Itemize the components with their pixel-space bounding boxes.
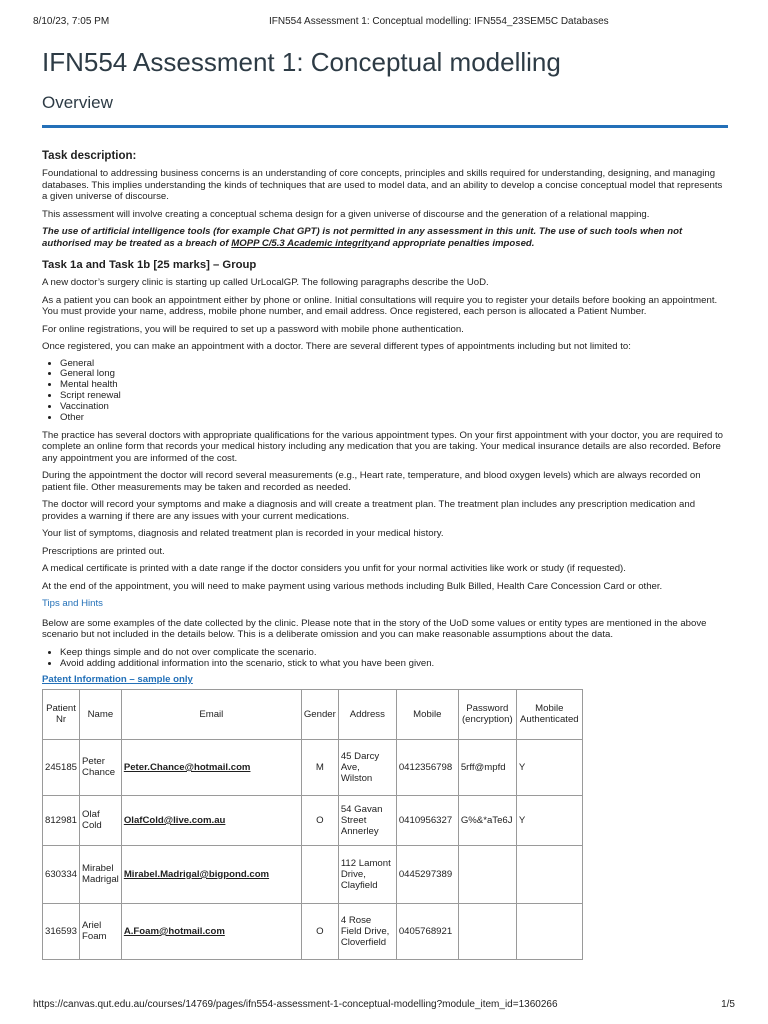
email-link[interactable]: Peter.Chance@hotmail.com (123, 761, 251, 773)
cell-patient-nr: 245185 (43, 739, 80, 795)
cell-name: Olaf Cold (80, 795, 122, 845)
email-link[interactable]: A.Foam@hotmail.com (123, 925, 225, 937)
print-datetime: 8/10/23, 7:05 PM (33, 16, 110, 27)
page-title: IFN554 Assessment 1: Conceptual modelling (42, 47, 561, 77)
uod-paragraph: The practice has several doctors with appropriate qualifications for the various appointment types. On your first appointment with your doctor, you are required to complete an online form that records your medical history including any medication that you are taking. Your medical insurance details are also recorded. Before any appointment you are informed of the cost. (42, 429, 723, 464)
list-item: • General long (60, 369, 728, 380)
page-content (42, 44, 728, 960)
column-header: Password (encryption) (458, 689, 516, 739)
cell-email (121, 903, 301, 959)
cell-gender: O (301, 795, 338, 845)
cell-patient-nr: 812981 (43, 795, 80, 845)
column-header: Mobile (396, 689, 458, 739)
uod-paragraph: The doctor will record your symptoms and make a diagnosis and will create a treatment plan. The treatment plan includes any prescription medication and provides a warning if there are any issues with your current medications. (42, 499, 696, 522)
appointment-types-list (42, 359, 728, 424)
table-row (43, 795, 583, 845)
uod-paragraph: As a patient you can book an appointment either by phone or online. Initial consultations will require you to register your details before booking an appointment. You must provide your name, address, mobile phone number, and email address. Once registered, each person is allocated a Patient Number. (42, 294, 718, 317)
hints-list (42, 647, 728, 669)
table-header-row (43, 689, 583, 739)
list-item: • General (60, 359, 728, 370)
email-link[interactable]: Mirabel.Madrigal@bigpond.com (123, 868, 270, 880)
uod-paragraph: During the appointment the doctor will record several measurements (e.g., Heart rate, temperature, and blood oxygen levels) which are always recorded on patient file. Other measurements may be taken and recorded as needed. (42, 470, 701, 493)
uod-paragraph: At the end of the appointment, you will need to make payment using various methods including Bulk Billed, Health Care Concession Card or other. (42, 580, 663, 592)
email-link[interactable]: OlafCold@live.com.au (123, 814, 226, 826)
list-item: • Vaccination (60, 402, 728, 413)
uod-paragraph: Prescriptions are printed out. (42, 545, 165, 557)
cell-password (458, 845, 516, 903)
list-item: • Keep things simple and do not over complicate the scenario. (60, 647, 728, 658)
cell-gender (301, 845, 338, 903)
list-item: • Script renewal (60, 391, 728, 402)
cell-email (121, 795, 301, 845)
tips-heading: Tips and Hints (42, 598, 103, 610)
cell-address: 54 Gavan Street Annerley (338, 795, 396, 845)
cell-patient-nr: 316593 (43, 903, 80, 959)
cell-mobile-authenticated (516, 845, 582, 903)
cell-password: G%&*aTe6J (458, 795, 516, 845)
academic-integrity-link[interactable]: MOPP C/5.3 Academic integrity (231, 237, 373, 249)
tips-paragraph: Below are some examples of the date collected by the clinic. Please note that in the story of the UoD some values or entity types are mentioned in the above scenario but not included in the details below. This is a deliberate omission and you can make reasonable assumptions about the data. (42, 617, 707, 641)
table-row (43, 845, 583, 903)
table-row (43, 739, 583, 795)
cell-mobile-authenticated: Y (516, 795, 582, 845)
column-header: Patient Nr (43, 689, 80, 739)
column-header: Address (338, 689, 396, 739)
section-heading-overview: Overview (42, 93, 113, 112)
list-item: • Other (60, 413, 728, 424)
uod-paragraph: A new doctor’s surgery clinic is starting up called UrLocalGP. The following paragraphs describe the UoD. (42, 277, 489, 288)
patent-information-link[interactable]: Patent Information – sample only (42, 673, 193, 685)
cell-name: Peter Chance (80, 739, 122, 795)
cell-name: Ariel Foam (80, 903, 122, 959)
ai-warning-text: The use of artificial intelligence tools (for example Chat GPT) is not permitted in any assessment in this unit. The use of such tools when not authorised may be treated as a breach of (42, 226, 683, 249)
cell-address: 112 Lamont Drive, Clayfield (338, 845, 396, 903)
print-doc-title: IFN554 Assessment 1: Conceptual modelling: IFN554_23SEM5C Databases (269, 16, 609, 27)
uod-paragraph: Once registered, you can make an appointment with a doctor. There are several different types of appointments including but not limited to: (42, 341, 631, 352)
print-header (33, 16, 735, 30)
section-divider (42, 125, 728, 128)
cell-email (121, 845, 301, 903)
cell-address: 4 Rose Field Drive, Cloverfield (338, 903, 396, 959)
column-header: Name (80, 689, 122, 739)
task1-heading: Task 1a and Task 1b [25 marks] – Group (42, 259, 257, 271)
cell-gender: M (301, 739, 338, 795)
cell-patient-nr: 630334 (43, 845, 80, 903)
cell-mobile: 0405768921 (396, 903, 458, 959)
uod-paragraph: A medical certificate is printed with a date range if the doctor considers you unfit for your normal activities like work or study (if requested). (42, 563, 626, 575)
task-description-paragraph: This assessment will involve creating a conceptual schema design for a given universe of discourse and the generation of a relational mapping. (42, 208, 650, 220)
cell-password (458, 903, 516, 959)
cell-name: Mirabel Madrigal (80, 845, 122, 903)
task-description-paragraph: Foundational to addressing business concerns is an understanding of core concepts, principles and skills required for understanding, designing, and managing databases. This implies understanding the kinds of techniques that are used to model data, and an ability to develop a concise conceptual model that represents a given universe of discourse. (42, 168, 723, 202)
column-header: Email (121, 689, 301, 739)
ai-warning-text-end: and appropriate penalties imposed. (372, 237, 535, 249)
cell-address: 45 Darcy Ave, Wilston (338, 739, 396, 795)
page-indicator: 1/5 (721, 999, 735, 1010)
ai-warning (42, 226, 728, 249)
cell-mobile: 0412356798 (396, 739, 458, 795)
cell-mobile-authenticated: Y (516, 739, 582, 795)
list-item: • Avoid adding additional information into the scenario, stick to what you have been given. (60, 658, 728, 669)
uod-paragraph: Your list of symptoms, diagnosis and related treatment plan is recorded in your medical history. (42, 528, 444, 540)
cell-gender: O (301, 903, 338, 959)
page-url: https://canvas.qut.edu.au/courses/14769/pages/ifn554-assessment-1-conceptual-modelling?module_item_id=1360266 (33, 999, 558, 1010)
patient-table (42, 689, 583, 960)
task-description-heading: Task description: (42, 150, 137, 162)
column-header: Mobile Authenticated (516, 689, 582, 739)
cell-password: 5rff@mpfd (458, 739, 516, 795)
cell-email (121, 739, 301, 795)
cell-mobile: 0410956327 (396, 795, 458, 845)
cell-mobile: 0445297389 (396, 845, 458, 903)
cell-mobile-authenticated (516, 903, 582, 959)
list-item: • Mental health (60, 380, 728, 391)
column-header: Gender (301, 689, 338, 739)
uod-paragraph: For online registrations, you will be required to set up a password with mobile phone authentication. (42, 323, 464, 335)
table-row (43, 903, 583, 959)
print-footer (33, 999, 735, 1013)
